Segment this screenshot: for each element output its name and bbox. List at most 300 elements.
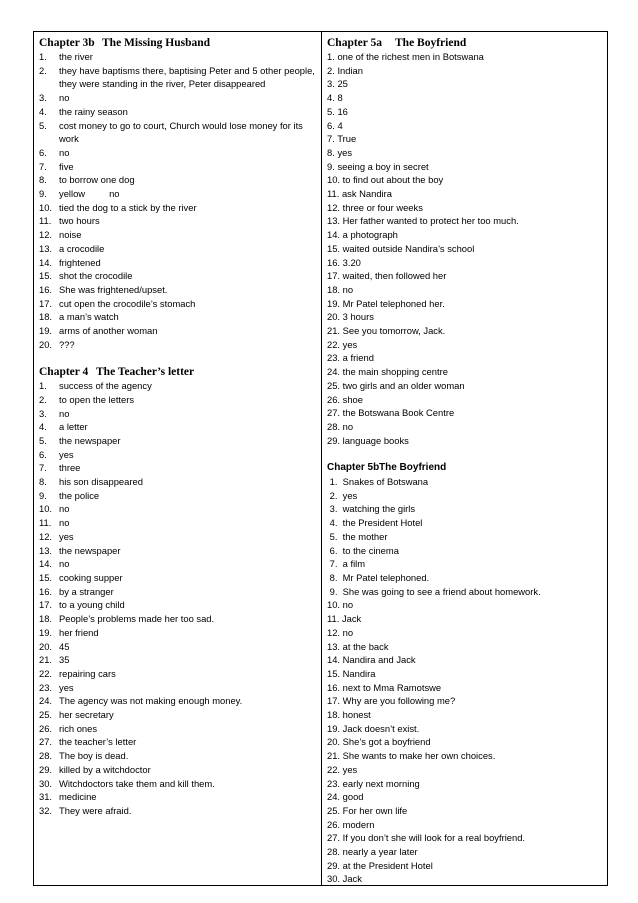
answer-text: yes (342, 489, 358, 501)
ch5a-answer-27 (327, 406, 603, 420)
ch4-answer-14 (39, 557, 317, 571)
ch3b-answer-18 (39, 310, 317, 324)
answer-number: 20. (327, 311, 343, 323)
answer-number: 9. (327, 160, 338, 172)
chapter-3b-list (39, 50, 317, 351)
ch5a-answer-6 (327, 119, 603, 133)
ch3b-answer-13 (39, 242, 317, 256)
answer-number: 2. (327, 489, 343, 501)
ch5b-answer-7 (327, 557, 603, 571)
answer-text: 8 (337, 92, 343, 104)
ch4-answer-11 (39, 516, 317, 530)
ch5b-answer-4 (327, 516, 603, 530)
answer-text: no (59, 146, 70, 158)
ch3b-answer-14 (39, 256, 317, 270)
ch3b-answer-6 (39, 146, 317, 160)
ch4-answer-21 (39, 653, 317, 667)
answer-number: 6. (39, 146, 47, 158)
ch4-answer-6 (39, 448, 317, 462)
answer-number: 24. (39, 695, 53, 707)
answer-number: 18. (39, 311, 53, 323)
answer-text: Jack (341, 613, 362, 625)
answer-number: 2. (39, 393, 47, 405)
answer-number: 4. (327, 517, 343, 529)
answer-text: shoe (342, 393, 363, 405)
answer-number: 11. (327, 188, 342, 200)
answer-text: yes (59, 681, 74, 693)
ch5b-answer-20 (327, 735, 603, 749)
answer-number: 5. (39, 434, 47, 446)
ch5b-answer-16 (327, 681, 603, 695)
ch4-answer-32 (39, 804, 317, 818)
ch4-answer-24 (39, 694, 317, 708)
answer-text: cut open the crocodile’s stomach (59, 297, 196, 309)
answer-text: 45 (59, 640, 70, 652)
ch5b-answer-29 (327, 859, 603, 873)
answer-number: 28. (327, 846, 343, 858)
answer-number: 5. (39, 119, 47, 131)
answer-text: three or four weeks (342, 201, 423, 213)
answer-text: two girls and an older woman (342, 379, 465, 391)
ch5b-answer-3 (327, 502, 603, 516)
answer-text: See you tomorrow, Jack. (342, 325, 446, 337)
answer-number: 12. (327, 626, 343, 638)
answer-number: 8. (327, 146, 338, 158)
answer-text: Jack doesn’t exist. (342, 722, 420, 734)
answer-number: 30. (39, 777, 53, 789)
ch4-answer-31 (39, 790, 317, 804)
ch5a-answer-21 (327, 324, 603, 338)
answer-text: by a stranger (59, 585, 114, 597)
answer-text: modern (342, 818, 375, 830)
answer-number: 24. (327, 366, 343, 378)
answer-number: 14. (327, 654, 343, 666)
answer-number: 25. (327, 379, 343, 391)
ch5a-answer-15 (327, 242, 603, 256)
answer-text: True (337, 133, 357, 145)
answer-number: 19. (327, 722, 343, 734)
answer-number: 7. (327, 133, 338, 145)
ch5a-answer-22 (327, 338, 603, 352)
answer-number: 12. (39, 229, 53, 241)
ch4-answer-18 (39, 612, 317, 626)
ch5b-answer-1 (327, 475, 603, 489)
answer-number: 6. (327, 119, 338, 131)
ch3b-answer-8 (39, 173, 317, 187)
answer-text: medicine (59, 791, 97, 803)
ch5a-answer-20 (327, 310, 603, 324)
answer-number: 18. (327, 709, 343, 721)
ch5a-answer-4 (327, 91, 603, 105)
answer-number: 21. (39, 654, 53, 666)
answer-text: the teacher’s letter (59, 736, 137, 748)
ch5a-answer-7 (327, 132, 603, 146)
answer-text: three (59, 462, 81, 474)
answer-text: next to Mma Ramotswe (342, 681, 442, 693)
answer-text: watching the girls (342, 503, 416, 515)
ch5b-answer-12 (327, 626, 603, 640)
answer-text: the President Hotel (342, 517, 423, 529)
answer-text: one of the richest men in Botswana (337, 51, 484, 62)
answer-text: early next morning (342, 777, 420, 789)
answer-number: 14. (39, 256, 53, 268)
answer-text: to find out about the boy (342, 174, 444, 186)
answer-number: 16. (327, 256, 343, 268)
chapter-5b-heading: Chapter 5bThe Boyfriend (327, 462, 447, 474)
ch3b-answer-15 (39, 269, 317, 283)
answer-text: yes (337, 146, 353, 158)
answer-number: 16. (39, 283, 53, 295)
answer-number: 19. (327, 297, 343, 309)
answer-number: 18. (327, 283, 343, 295)
answer-number: 25. (39, 709, 53, 721)
chapter-5a-heading: Chapter 5a The Boyfriend (327, 37, 467, 49)
ch5a-answer-18 (327, 283, 603, 297)
ch5a-answer-29 (327, 434, 603, 448)
ch5b-answer-19 (327, 722, 603, 736)
answer-text: the newspaper (59, 544, 121, 556)
answer-text: the mother (342, 530, 388, 542)
answer-text: nearly a year later (342, 846, 418, 858)
ch3b-answer-16 (39, 283, 317, 297)
answer-text: the police (59, 489, 100, 501)
answer-text: yes (59, 530, 74, 542)
ch3b-answer-12 (39, 228, 317, 242)
answer-text: The agency was not making enough money. (59, 695, 243, 707)
answer-text: repairing cars (59, 667, 116, 679)
answer-number: 13. (39, 544, 53, 556)
ch4-answer-27 (39, 735, 317, 749)
ch3b-answer-4 (39, 105, 317, 119)
answer-number: 9. (39, 188, 47, 200)
ch5b-answer-8 (327, 571, 603, 585)
answer-number: 27. (39, 736, 53, 748)
answer-number: 10. (327, 599, 343, 611)
answer-text: If you don’t she will look for a real boyfriend. (342, 832, 526, 844)
ch4-answer-16 (39, 585, 317, 599)
ch5a-answer-5 (327, 105, 603, 119)
ch5b-answer-14 (327, 653, 603, 667)
answer-text: a letter (59, 421, 88, 433)
answer-text: She wants to make her own choices. (342, 750, 496, 762)
answer-text: Mr Patel telephoned. (342, 572, 430, 583)
answer-number: 11. (39, 517, 52, 529)
answer-text: the rainy season (59, 105, 128, 117)
ch5a-answer-10 (327, 173, 603, 187)
answer-text: the main shopping centre (342, 366, 448, 378)
answer-text: Jack (342, 873, 362, 885)
answer-number: 4. (327, 92, 338, 104)
chapter-4-list (39, 379, 317, 818)
answer-number: 13. (39, 242, 53, 254)
ch3b-answer-20 (39, 338, 317, 352)
answer-number: 12. (327, 201, 343, 213)
answer-number: 14. (327, 229, 343, 241)
answer-number: 10. (327, 174, 343, 186)
ch5a-answer-11 (327, 187, 603, 201)
answer-key-table (33, 31, 608, 886)
ch4-answer-25 (39, 708, 317, 722)
answer-text: success of the agency (59, 380, 152, 392)
answer-number: 11. (327, 613, 342, 625)
ch5b-answer-28 (327, 845, 603, 859)
answer-number: 4. (39, 105, 47, 117)
answer-text: People’s problems made her too sad. (59, 613, 215, 625)
answer-number: 20. (39, 338, 53, 350)
ch4-answer-29 (39, 763, 317, 777)
answer-text: 35 (59, 654, 70, 666)
answer-number: 29. (327, 859, 343, 871)
ch4-answer-15 (39, 571, 317, 585)
answer-text: killed by a witchdoctor (59, 763, 151, 775)
answer-number: 15. (39, 270, 53, 282)
ch4-answer-7 (39, 461, 317, 475)
answer-number: 23. (39, 681, 53, 693)
answer-number: 17. (39, 297, 53, 309)
answer-text: no (59, 92, 70, 104)
answer-text: language books (342, 434, 409, 446)
answer-number: 3. (327, 78, 338, 90)
answer-number: 13. (327, 215, 343, 227)
answer-text: at the back (342, 640, 389, 652)
answer-text: to a young child (59, 599, 125, 611)
ch4-answer-3 (39, 407, 317, 421)
answer-text: 16 (337, 105, 348, 117)
answer-number: 18. (39, 613, 53, 625)
answer-text: ??? (59, 338, 75, 350)
answer-text: no (342, 599, 354, 611)
answer-text: She was frightened/upset. (59, 283, 168, 295)
answer-text: She’s got a boyfriend (342, 736, 431, 748)
answer-text: no (59, 558, 70, 570)
answer-text: arms of another woman (59, 325, 158, 337)
answer-number: 10. (39, 201, 53, 213)
answer-number: 7. (39, 462, 47, 474)
answer-number: 8. (39, 476, 47, 488)
answer-number: 14. (39, 558, 53, 570)
ch5a-answer-26 (327, 393, 603, 407)
ch4-answer-13 (39, 544, 317, 558)
answer-number: 19. (39, 626, 53, 638)
ch4-answer-26 (39, 722, 317, 736)
ch5b-answer-24 (327, 790, 603, 804)
answer-text: noise (59, 229, 82, 241)
ch3b-answer-5 (39, 119, 317, 146)
right-column (322, 32, 607, 885)
answer-number: 28. (327, 420, 343, 432)
answer-number: 23. (327, 777, 343, 789)
ch4-answer-5 (39, 434, 317, 448)
answer-number: 9. (39, 489, 47, 501)
answer-text: waited outside Nandira’s school (342, 242, 475, 254)
answer-number: 27. (327, 832, 343, 844)
ch5a-answer-25 (327, 379, 603, 393)
answer-text: they have baptisms there, baptising Peter and 5 other people, they were standing in the river, Peter disappeared (59, 64, 315, 90)
ch5b-answer-10 (327, 598, 603, 612)
answer-text: tied the dog to a stick by the river (59, 201, 197, 213)
answer-number: 1. (39, 51, 47, 62)
answer-number: 10. (39, 503, 53, 515)
answer-number: 21. (327, 750, 343, 762)
ch5b-answer-17 (327, 694, 603, 708)
answer-number: 6. (39, 448, 47, 460)
ch3b-answer-2 (39, 64, 317, 91)
answer-number: 16. (327, 681, 343, 693)
answer-text: They were afraid. (59, 804, 132, 816)
answer-text: Indian (337, 64, 363, 76)
answer-number: 4. (39, 421, 47, 433)
answer-text: no (59, 517, 70, 529)
answer-number: 17. (327, 270, 343, 282)
answer-text: shot the crocodile (59, 270, 133, 282)
answer-number: 2. (327, 64, 338, 76)
answer-text: two hours (59, 215, 100, 227)
ch5b-answer-9 (327, 585, 603, 599)
ch4-answer-2 (39, 393, 317, 407)
chapter-3b-heading: Chapter 3b The Missing Husband (39, 37, 211, 49)
answer-number: 1. (39, 380, 47, 392)
answer-text: Why are you following me? (342, 695, 456, 707)
ch5a-answer-19 (327, 297, 603, 311)
ch5b-answer-26 (327, 818, 603, 832)
ch5b-answer-6 (327, 544, 603, 558)
answer-text: five (59, 160, 74, 172)
ch4-answer-8 (39, 475, 317, 489)
ch5a-answer-13 (327, 214, 603, 228)
answer-extra: no (109, 188, 120, 200)
answer-text: Mr Patel telephoned her. (342, 297, 445, 309)
answer-text: to open the letters (59, 393, 135, 405)
chapter-5b-list (327, 475, 603, 886)
ch4-answer-23 (39, 681, 317, 695)
ch5a-answer-8 (327, 146, 603, 160)
answer-text: his son disappeared (59, 476, 143, 488)
answer-number: 7. (327, 558, 343, 570)
answer-number: 30. (327, 873, 343, 885)
answer-number: 13. (327, 640, 343, 652)
ch5b-answer-27 (327, 831, 603, 845)
answer-number: 26. (327, 818, 343, 830)
answer-number: 11. (39, 215, 52, 227)
answer-text: 3.20 (342, 256, 361, 268)
ch3b-answer-1 (39, 50, 317, 64)
answer-number: 21. (327, 325, 343, 337)
ch4-answer-10 (39, 502, 317, 516)
answer-number: 29. (39, 763, 53, 775)
answer-number: 7. (39, 160, 47, 172)
answer-text: no (342, 283, 354, 295)
answer-text: good (342, 791, 364, 803)
ch3b-answer-10 (39, 201, 317, 215)
ch3b-answer-3 (39, 91, 317, 105)
answer-number: 24. (327, 791, 343, 803)
answer-number: 16. (39, 585, 53, 597)
answer-text: yes (59, 448, 74, 460)
answer-number: 15. (39, 572, 53, 583)
ch5b-answer-13 (327, 640, 603, 654)
ch5b-answer-11 (327, 612, 603, 626)
chapter-4-heading: Chapter 4 The Teacher’s letter (39, 366, 195, 379)
answer-number: 20. (39, 640, 53, 652)
answer-number: 17. (39, 599, 53, 611)
ch5a-answer-16 (327, 256, 603, 270)
ch4-answer-22 (39, 667, 317, 681)
answer-text: her friend (59, 626, 99, 638)
answer-text: to the cinema (342, 544, 399, 556)
ch5a-answer-9 (327, 160, 603, 174)
answer-number: 12. (39, 530, 53, 542)
answer-number: 28. (39, 750, 53, 762)
answer-text: no (342, 626, 354, 638)
answer-number: 32. (39, 804, 53, 816)
ch5b-answer-30 (327, 872, 603, 886)
answer-number: 26. (327, 393, 343, 405)
ch3b-answer-7 (39, 160, 317, 174)
ch4-answer-1 (39, 379, 317, 393)
answer-number: 29. (327, 434, 343, 446)
answer-number: 15. (327, 242, 343, 254)
answer-number: 9. (327, 585, 343, 597)
ch4-answer-17 (39, 598, 317, 612)
ch4-answer-9 (39, 489, 317, 503)
ch4-answer-19 (39, 626, 317, 640)
ch5a-answer-28 (327, 420, 603, 434)
answer-number: 23. (327, 352, 343, 364)
answer-text: Her father wanted to protect her too much. (342, 215, 519, 227)
answer-number: 31. (39, 791, 53, 803)
answer-text: to borrow one dog (59, 174, 135, 186)
answer-text: rich ones (59, 722, 98, 734)
ch5b-answer-25 (327, 804, 603, 818)
answer-number: 6. (327, 544, 343, 556)
answer-number: 3. (39, 92, 47, 104)
answer-number: 2. (39, 64, 47, 76)
answer-number: 27. (327, 407, 343, 419)
answer-number: 15. (327, 667, 343, 679)
answer-number: 22. (327, 763, 343, 775)
answer-number: 17. (327, 695, 343, 707)
ch3b-answer-11 (39, 214, 317, 228)
answer-text: the newspaper (59, 434, 121, 446)
answer-number: 1. (327, 476, 343, 488)
answer-text: 3 hours (342, 311, 374, 323)
ch5a-answer-3 (327, 77, 603, 91)
answer-text: cost money to go to court, Church would lose money for its work (59, 119, 303, 145)
answer-text: 25 (337, 78, 348, 90)
ch5b-answer-5 (327, 530, 603, 544)
answer-number: 22. (327, 338, 343, 350)
answer-number: 5. (327, 530, 343, 542)
chapter-5a-list (327, 50, 603, 447)
answer-number: 5. (327, 105, 338, 117)
ch5a-answer-2 (327, 64, 603, 78)
answer-text: yellow no (59, 188, 120, 200)
answer-text: yes (342, 338, 358, 350)
answer-text: a photograph (342, 229, 398, 241)
answer-text: a film (342, 558, 366, 570)
answer-text: no (59, 503, 70, 515)
answer-text: her secretary (59, 709, 114, 721)
answer-number: 22. (39, 667, 53, 679)
answer-number: 25. (327, 804, 343, 816)
ch5b-answer-2 (327, 489, 603, 503)
answer-text: Witchdoctors take them and kill them. (59, 777, 215, 789)
ch4-answer-12 (39, 530, 317, 544)
answer-text: The boy is dead. (59, 750, 129, 762)
ch5a-answer-24 (327, 365, 603, 379)
ch5a-answer-12 (327, 201, 603, 215)
answer-text: a man’s watch (59, 311, 119, 323)
